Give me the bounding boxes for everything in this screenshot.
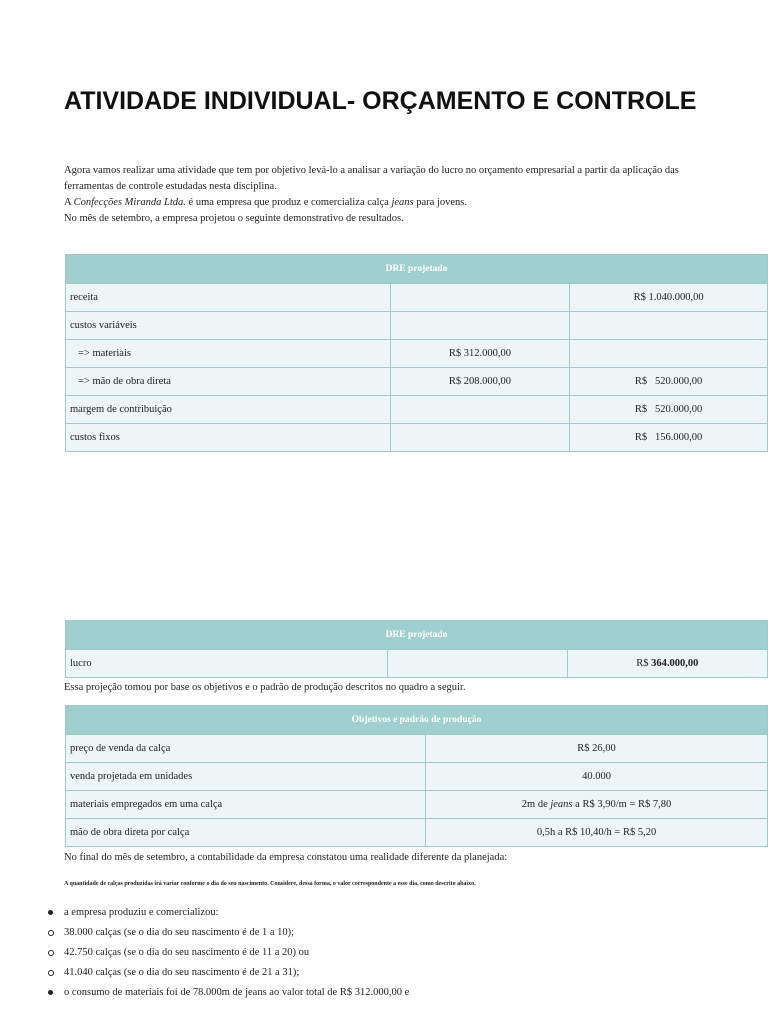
table-row bbox=[66, 284, 768, 312]
row-label: preço de venda da calça bbox=[66, 735, 426, 763]
list-item bbox=[28, 963, 748, 983]
row-label: custos fixos bbox=[66, 424, 391, 452]
row-label: lucro bbox=[66, 650, 388, 678]
bullet-circle-icon bbox=[48, 950, 54, 956]
after-dre-text: Essa projeção tomou por base os objetivos e o padrão de produção descritos no quadro a seguir. bbox=[64, 682, 466, 693]
list-item-text: 38.000 calças (se o dia do seu nascimento é de 1 a 10); bbox=[64, 927, 295, 938]
page-title: ATIVIDADE INDIVIDUAL- ORÇAMENTO E CONTROLE bbox=[64, 87, 697, 115]
table-row bbox=[66, 396, 768, 424]
table-row bbox=[66, 340, 768, 368]
row-label: materiais empregados em uma calça bbox=[66, 791, 426, 819]
row-col2 bbox=[390, 424, 570, 452]
row-label: margem de contribuição bbox=[66, 396, 391, 424]
row-value bbox=[426, 791, 768, 819]
list-item-text: 42.750 calças (se o dia do seu nascimento é de 11 a 20) ou bbox=[64, 947, 310, 958]
table-row bbox=[66, 763, 768, 791]
row-col3 bbox=[570, 312, 768, 340]
row-value: R$ 26,00 bbox=[426, 735, 768, 763]
intro-paragraph-2 bbox=[64, 195, 704, 211]
row-col2 bbox=[387, 650, 567, 678]
table-row bbox=[66, 791, 768, 819]
intro-paragraph-3: No mês de setembro, a empresa projetou o seguinte demonstrativo de resultados. bbox=[64, 213, 404, 224]
results-list bbox=[28, 903, 748, 1003]
end-month-text: No final do mês de setembro, a contabilidade da empresa constatou uma realidade diferente da planejada: bbox=[64, 852, 508, 863]
table-row bbox=[66, 312, 768, 340]
row-col2 bbox=[390, 396, 570, 424]
table-row bbox=[66, 424, 768, 452]
profit-amount: 364.000,00 bbox=[651, 658, 699, 669]
list-item-text: 41.040 calças (se o dia do seu nascimento é de 21 a 31); bbox=[64, 967, 300, 978]
table-row bbox=[66, 819, 768, 847]
value-italic: jeans bbox=[550, 799, 573, 810]
list-item bbox=[28, 923, 748, 943]
row-value: 40.000 bbox=[426, 763, 768, 791]
row-value: 0,5h a R$ 10,40/h = R$ 5,20 bbox=[426, 819, 768, 847]
objectives-table-header: Objetivos e padrão de produção bbox=[66, 706, 768, 735]
bullet-circle-icon bbox=[48, 970, 54, 976]
row-label: => materiais bbox=[66, 340, 391, 368]
row-col3: R$ 1.040.000,00 bbox=[570, 284, 768, 312]
table-row bbox=[66, 735, 768, 763]
list-item bbox=[28, 903, 748, 923]
value-suffix: a R$ 3,90/m = R$ 7,80 bbox=[572, 799, 672, 810]
value-prefix: 2m de bbox=[521, 799, 551, 810]
dre-projected-table bbox=[65, 254, 768, 452]
list-item-text: o consumo de materiais foi de 78.000m de jeans ao valor total de R$ 312.000,00 e bbox=[64, 987, 410, 998]
bullet-disc-icon bbox=[48, 910, 53, 915]
row-col3: R$ 520.000,00 bbox=[570, 396, 768, 424]
profit-value bbox=[567, 650, 767, 678]
list-item-text: a empresa produziu e comercializou: bbox=[64, 907, 219, 918]
row-label: custos variáveis bbox=[66, 312, 391, 340]
list-item bbox=[28, 983, 748, 1003]
row-label: venda projetada em unidades bbox=[66, 763, 426, 791]
row-col3 bbox=[570, 340, 768, 368]
row-col3: R$ 520.000,00 bbox=[570, 368, 768, 396]
table-row bbox=[66, 650, 768, 678]
intro-suffix: para jovens. bbox=[413, 197, 467, 208]
table-row bbox=[66, 368, 768, 396]
profit-currency: R$ bbox=[636, 658, 652, 669]
jeans-term: jeans bbox=[391, 197, 414, 208]
dre-profit-table bbox=[65, 620, 768, 678]
row-col2: R$ 208.000,00 bbox=[390, 368, 570, 396]
intro-paragraph-1: Agora vamos realizar uma atividade que tem por objetivo levá-lo a analisar a variação do lucro no orçamento empresarial a partir da aplicação das ferramentas de controle estudadas nesta disciplina. bbox=[64, 165, 679, 192]
row-label: => mão de obra direta bbox=[66, 368, 391, 396]
row-col2 bbox=[390, 284, 570, 312]
intro-text bbox=[64, 163, 704, 227]
intro-prefix: A bbox=[64, 197, 74, 208]
dre-table-header: DRE projetado bbox=[66, 255, 768, 284]
bullet-disc-icon bbox=[48, 990, 53, 995]
row-col2 bbox=[390, 312, 570, 340]
company-name: Confecções Miranda Ltda. bbox=[73, 197, 186, 208]
row-label: receita bbox=[66, 284, 391, 312]
row-col2: R$ 312.000,00 bbox=[390, 340, 570, 368]
birthday-note: A quantidade de calças produzidas irá variar conforme o dia do seu nascimento. Considere, dessa forma, o valor correspondente a esse dia, como descrito abaixo. bbox=[64, 881, 476, 887]
row-label: mão de obra direta por calça bbox=[66, 819, 426, 847]
objectives-table bbox=[65, 705, 768, 847]
intro-middle: é uma empresa que produz e comercializa calça bbox=[185, 197, 392, 208]
bullet-circle-icon bbox=[48, 930, 54, 936]
row-col3: R$ 156.000,00 bbox=[570, 424, 768, 452]
dre-table-header: DRE projetado bbox=[66, 621, 768, 650]
list-item bbox=[28, 943, 748, 963]
